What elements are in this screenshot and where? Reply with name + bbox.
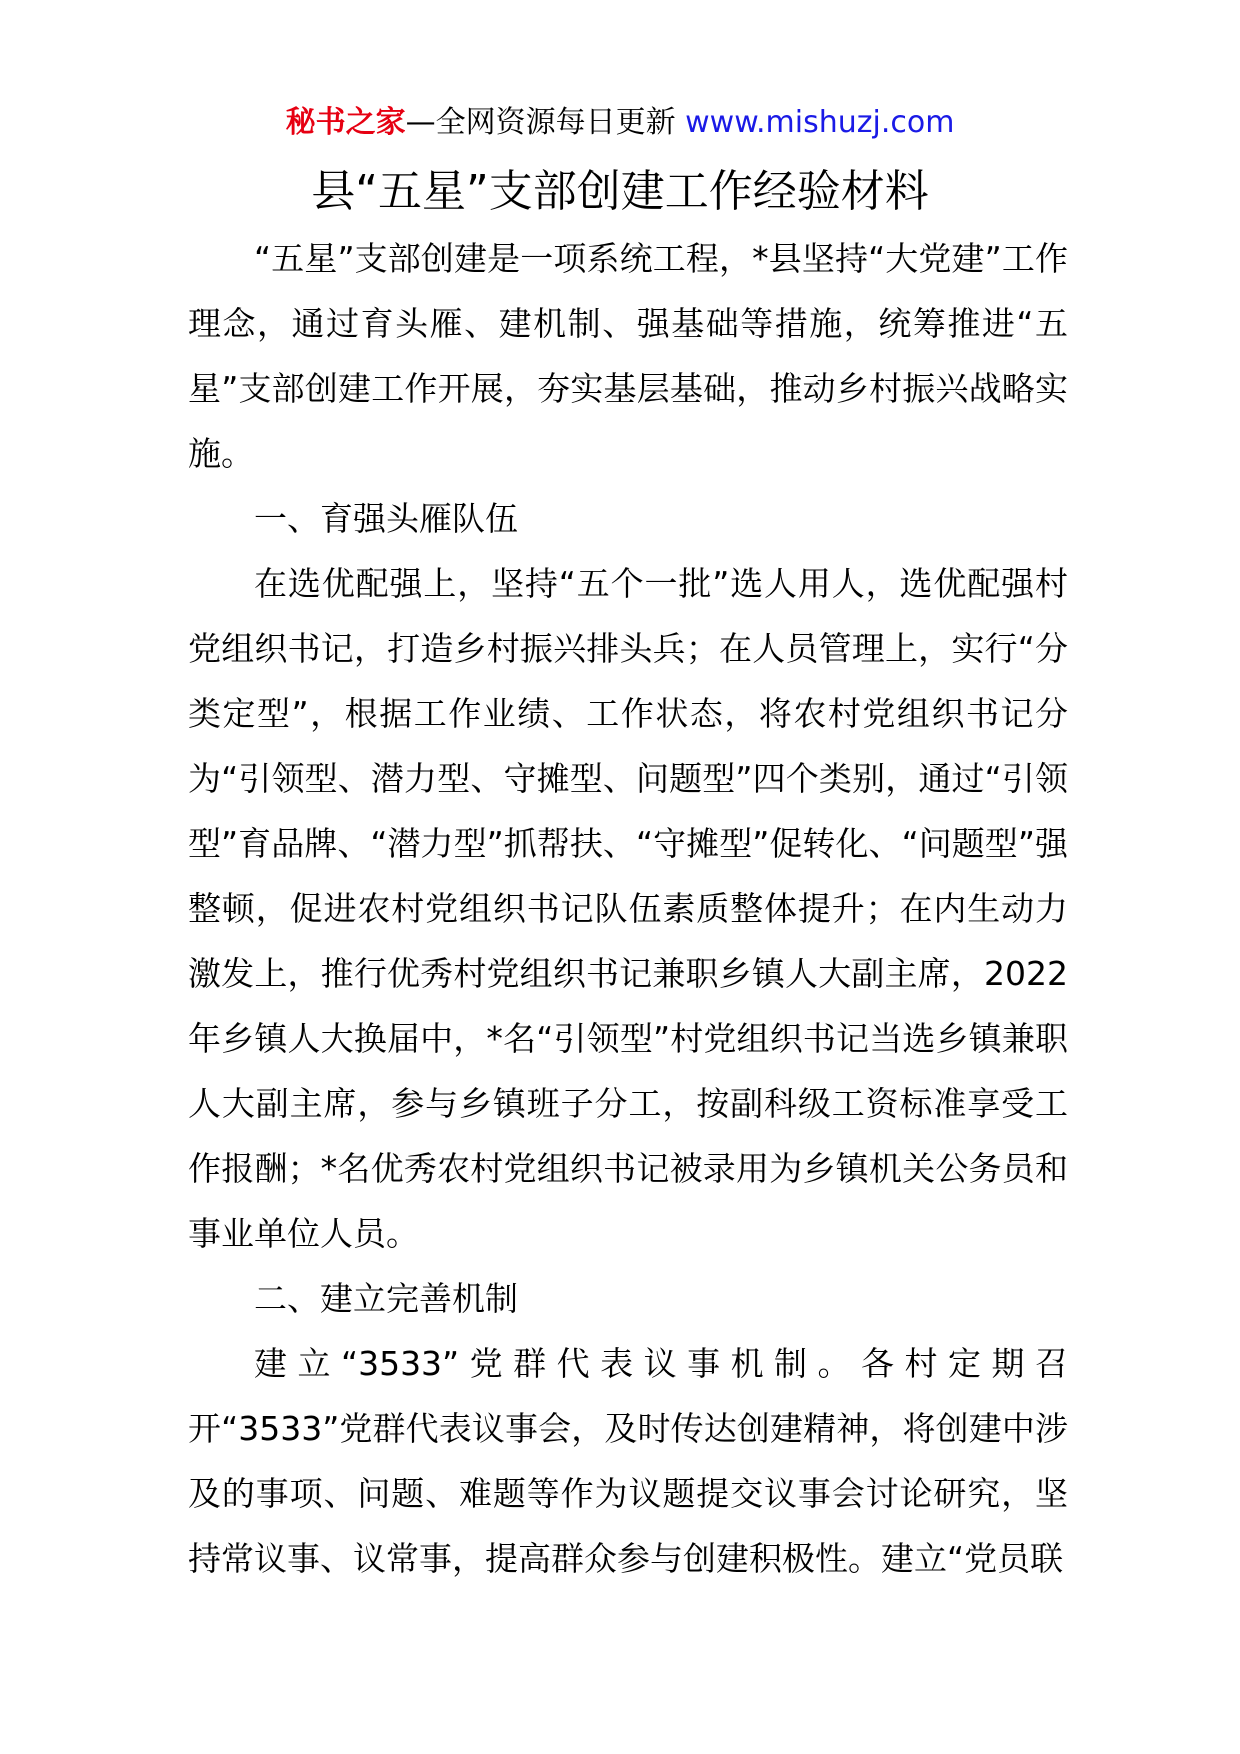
site-url-link[interactable]: www.mishuzj.com: [685, 105, 955, 140]
body-paragraph: 在选优配强上，坚持“五个一批”选人用人，选优配强村党组织书记，打造乡村振兴排头兵；在人员管理上，实行“分类定型”，根据工作业绩、工作状态，将农村党组织书记分为“引领型、潜力型、守摊型、问题型”四个类别，通过“引领型”育品牌、“潜力型”抓帮扶、“守摊型”促转化、“问题型”强整顿，促进农村党组织书记队伍素质整体提升；在内生动力激发上，推行优秀村党组织书记兼职乡镇人大副主席，2022年乡镇人大换届中，*名“引领型”村党组织书记当选乡镇兼职人大副主席，参与乡镇班子分工，按副科级工资标准享受工作报酬；*名优秀农村党组织书记被录用为乡镇机关公务员和事业单位人员。: [188, 564, 1068, 1253]
body-paragraph: 建立“3533”党群代表议事机制。各村定期召开“3533”党群代表议事会，及时传达创建精神，将创建中涉及的事项、问题、难题等作为议题提交议事会讨论研究，坚持常议事、议常事，提高群众参与创建积极性。建立“党员联: [188, 1344, 1068, 1578]
section-heading-1: 一、育强头雁队伍: [254, 499, 518, 538]
brand-name: 秘书之家: [285, 105, 406, 140]
site-header: [0, 100, 1240, 146]
site-slogan: —全网资源每日更新: [405, 105, 676, 140]
section-heading-2: 二、建立完善机制: [254, 1279, 518, 1318]
document-body: [188, 226, 1068, 1591]
document-title: 县“五星”支部创建工作经验材料: [311, 166, 929, 217]
intro-paragraph: “五星”支部创建是一项系统工程，*县坚持“大党建”工作理念，通过育头雁、建机制、强基础等措施，统筹推进“五星”支部创建工作开展，夯实基层基础，推动乡村振兴战略实施。: [188, 239, 1068, 473]
